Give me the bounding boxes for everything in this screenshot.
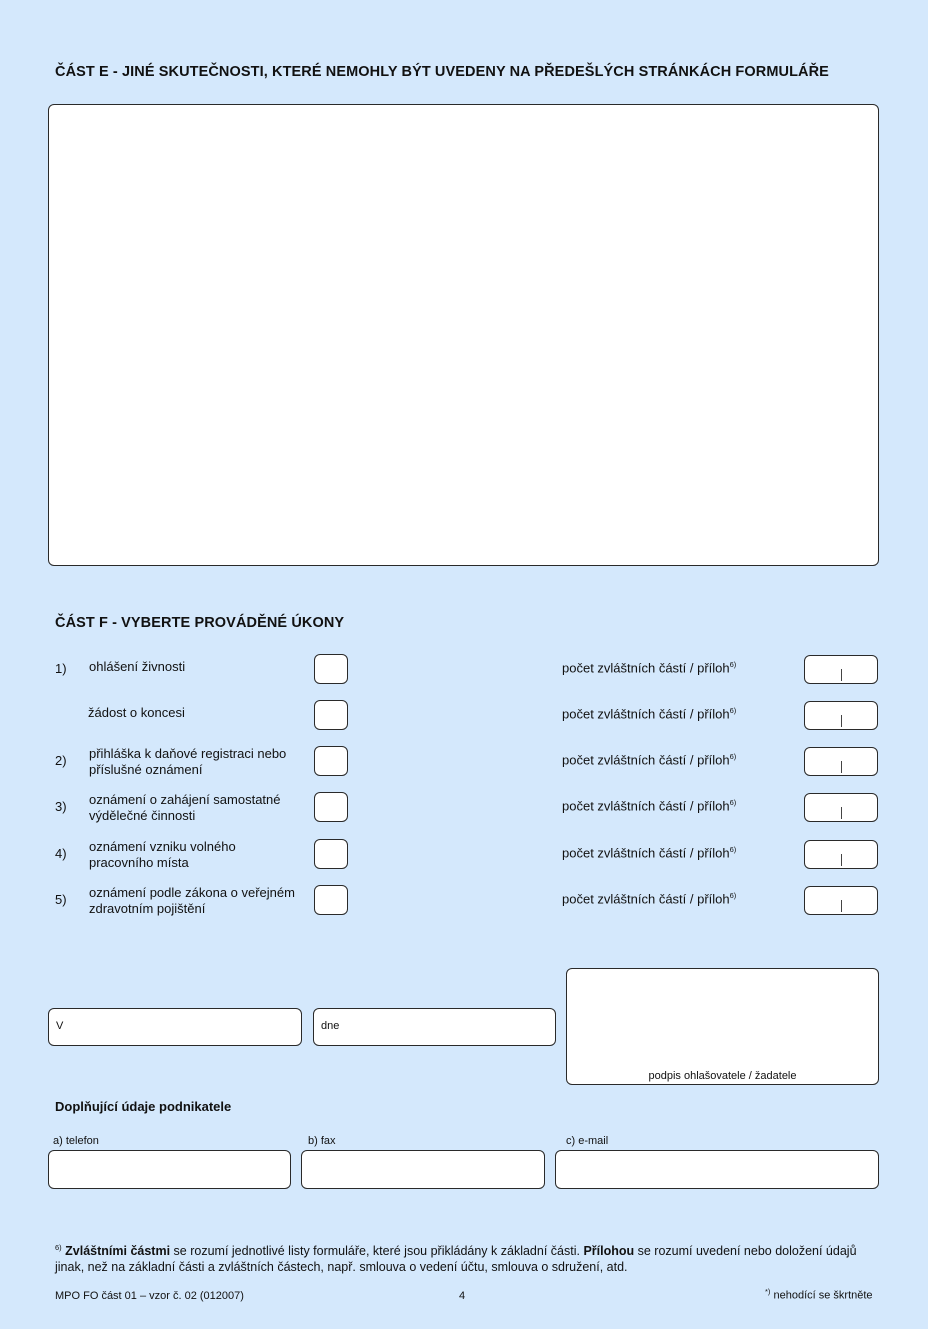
row-label-line2: zdravotním pojištění: [89, 901, 206, 916]
part-e-textarea[interactable]: [48, 104, 879, 566]
action-checkbox[interactable]: [314, 839, 348, 869]
footnote: [55, 1240, 865, 1275]
count-field-divider: [841, 669, 842, 681]
count-label-text: počet zvláštních částí / příloh: [562, 891, 730, 907]
row-label: [89, 792, 304, 824]
count-label-text: počet zvláštních částí / příloh: [562, 798, 730, 814]
signature-field[interactable]: [566, 968, 879, 1085]
date-label: dne: [321, 1020, 340, 1032]
count-field-divider: [841, 761, 842, 773]
row-label-line2: pracovního místa: [89, 855, 189, 870]
row-label: [89, 659, 304, 675]
row-label: [88, 705, 303, 721]
footnote-sup: 6): [55, 1243, 62, 1252]
count-field[interactable]: [804, 747, 878, 776]
action-checkbox[interactable]: [314, 885, 348, 915]
row-label: [89, 885, 304, 917]
count-label-sup: 6): [729, 706, 737, 715]
part-f-heading: ČÁST F - VYBERTE PROVÁDĚNÉ ÚKONY: [55, 615, 345, 631]
count-field[interactable]: [804, 793, 878, 822]
count-label-sup: 6): [729, 891, 737, 900]
footer-note-sup: *): [765, 1287, 771, 1296]
count-label: [562, 798, 736, 813]
count-label-sup: 6): [729, 798, 737, 807]
count-field[interactable]: [804, 701, 878, 730]
count-field[interactable]: [804, 886, 878, 915]
place-field[interactable]: [48, 1008, 302, 1046]
fax-label: b) fax: [308, 1135, 336, 1147]
row-number: 3): [55, 799, 67, 814]
row-label-line1: oznámení o zahájení samostatné: [89, 792, 281, 807]
form-id: MPO FO část 01 – vzor č. 02 (012007): [55, 1290, 244, 1302]
contacts-heading: Doplňující údaje podnikatele: [55, 1099, 232, 1114]
action-checkbox[interactable]: [314, 700, 348, 730]
row-number: 5): [55, 892, 67, 907]
count-label: [562, 891, 736, 906]
row-label-line1: oznámení podle zákona o veřejném: [89, 885, 295, 900]
row-label-line1: oznámení vzniku volného: [89, 839, 236, 854]
row-number: 4): [55, 846, 67, 861]
row-label-line1: žádost o koncesi: [88, 705, 185, 720]
count-label-sup: 6): [729, 845, 737, 854]
row-label-line2: příslušné oznámení: [89, 762, 203, 777]
email-field[interactable]: [555, 1150, 879, 1189]
count-field-divider: [841, 807, 842, 819]
footnote-term1: Zvláštními částmi: [65, 1244, 171, 1259]
footer-note-text: nehodící se škrtněte: [770, 1289, 873, 1302]
footnote-term2: Přílohou: [583, 1244, 635, 1259]
count-label-sup: 6): [729, 752, 737, 761]
count-label-text: počet zvláštních částí / příloh: [562, 660, 730, 676]
action-checkbox[interactable]: [314, 792, 348, 822]
row-number: 2): [55, 753, 67, 768]
phone-field[interactable]: [48, 1150, 291, 1189]
fax-field[interactable]: [301, 1150, 545, 1189]
count-label-sup: 6): [729, 660, 737, 669]
row-label-line1: přihláška k daňové registraci nebo: [89, 746, 287, 761]
signature-label: podpis ohlašovatele / žadatele: [648, 1070, 797, 1082]
count-label-text: počet zvláštních částí / příloh: [562, 752, 730, 768]
count-label-text: počet zvláštních částí / příloh: [562, 845, 730, 861]
row-number: 1): [55, 661, 67, 676]
row-label-line2: výdělečné činnosti: [89, 808, 196, 823]
footer-note: [765, 1287, 873, 1302]
date-field[interactable]: [313, 1008, 556, 1046]
page-number: 4: [459, 1290, 466, 1302]
count-label: [562, 706, 736, 721]
count-field-divider: [841, 854, 842, 866]
place-label: V: [56, 1020, 64, 1032]
phone-label: a) telefon: [53, 1135, 99, 1147]
row-label: [89, 746, 304, 778]
action-checkbox[interactable]: [314, 654, 348, 684]
part-e-heading: ČÁST E - JINÉ SKUTEČNOSTI, KTERÉ NEMOHLY BÝT UVEDENY NA PŘEDEŠLÝCH STRÁNKÁCH FORMULÁŘE: [55, 64, 829, 80]
count-field[interactable]: [804, 840, 878, 869]
footnote-text1: se rozumí jednotlivé listy formuláře, které jsou přikládány k základní části.: [170, 1244, 584, 1259]
count-field-divider: [841, 715, 842, 727]
count-field[interactable]: [804, 655, 878, 684]
footnote-text2: se rozumí uvedení nebo doložení údajů jinak, než na základní části a zvláštních částech, např. smlouva o vedení účtu, smlouva o sdružení, atd.: [55, 1244, 857, 1275]
row-label: [89, 839, 304, 871]
row-label-line1: ohlášení živnosti: [89, 659, 186, 674]
count-label: [562, 752, 736, 767]
action-checkbox[interactable]: [314, 746, 348, 776]
count-label-text: počet zvláštních částí / příloh: [562, 706, 730, 722]
count-label: [562, 660, 736, 675]
count-field-divider: [841, 900, 842, 912]
count-label: [562, 845, 736, 860]
email-label: c) e-mail: [566, 1135, 609, 1147]
